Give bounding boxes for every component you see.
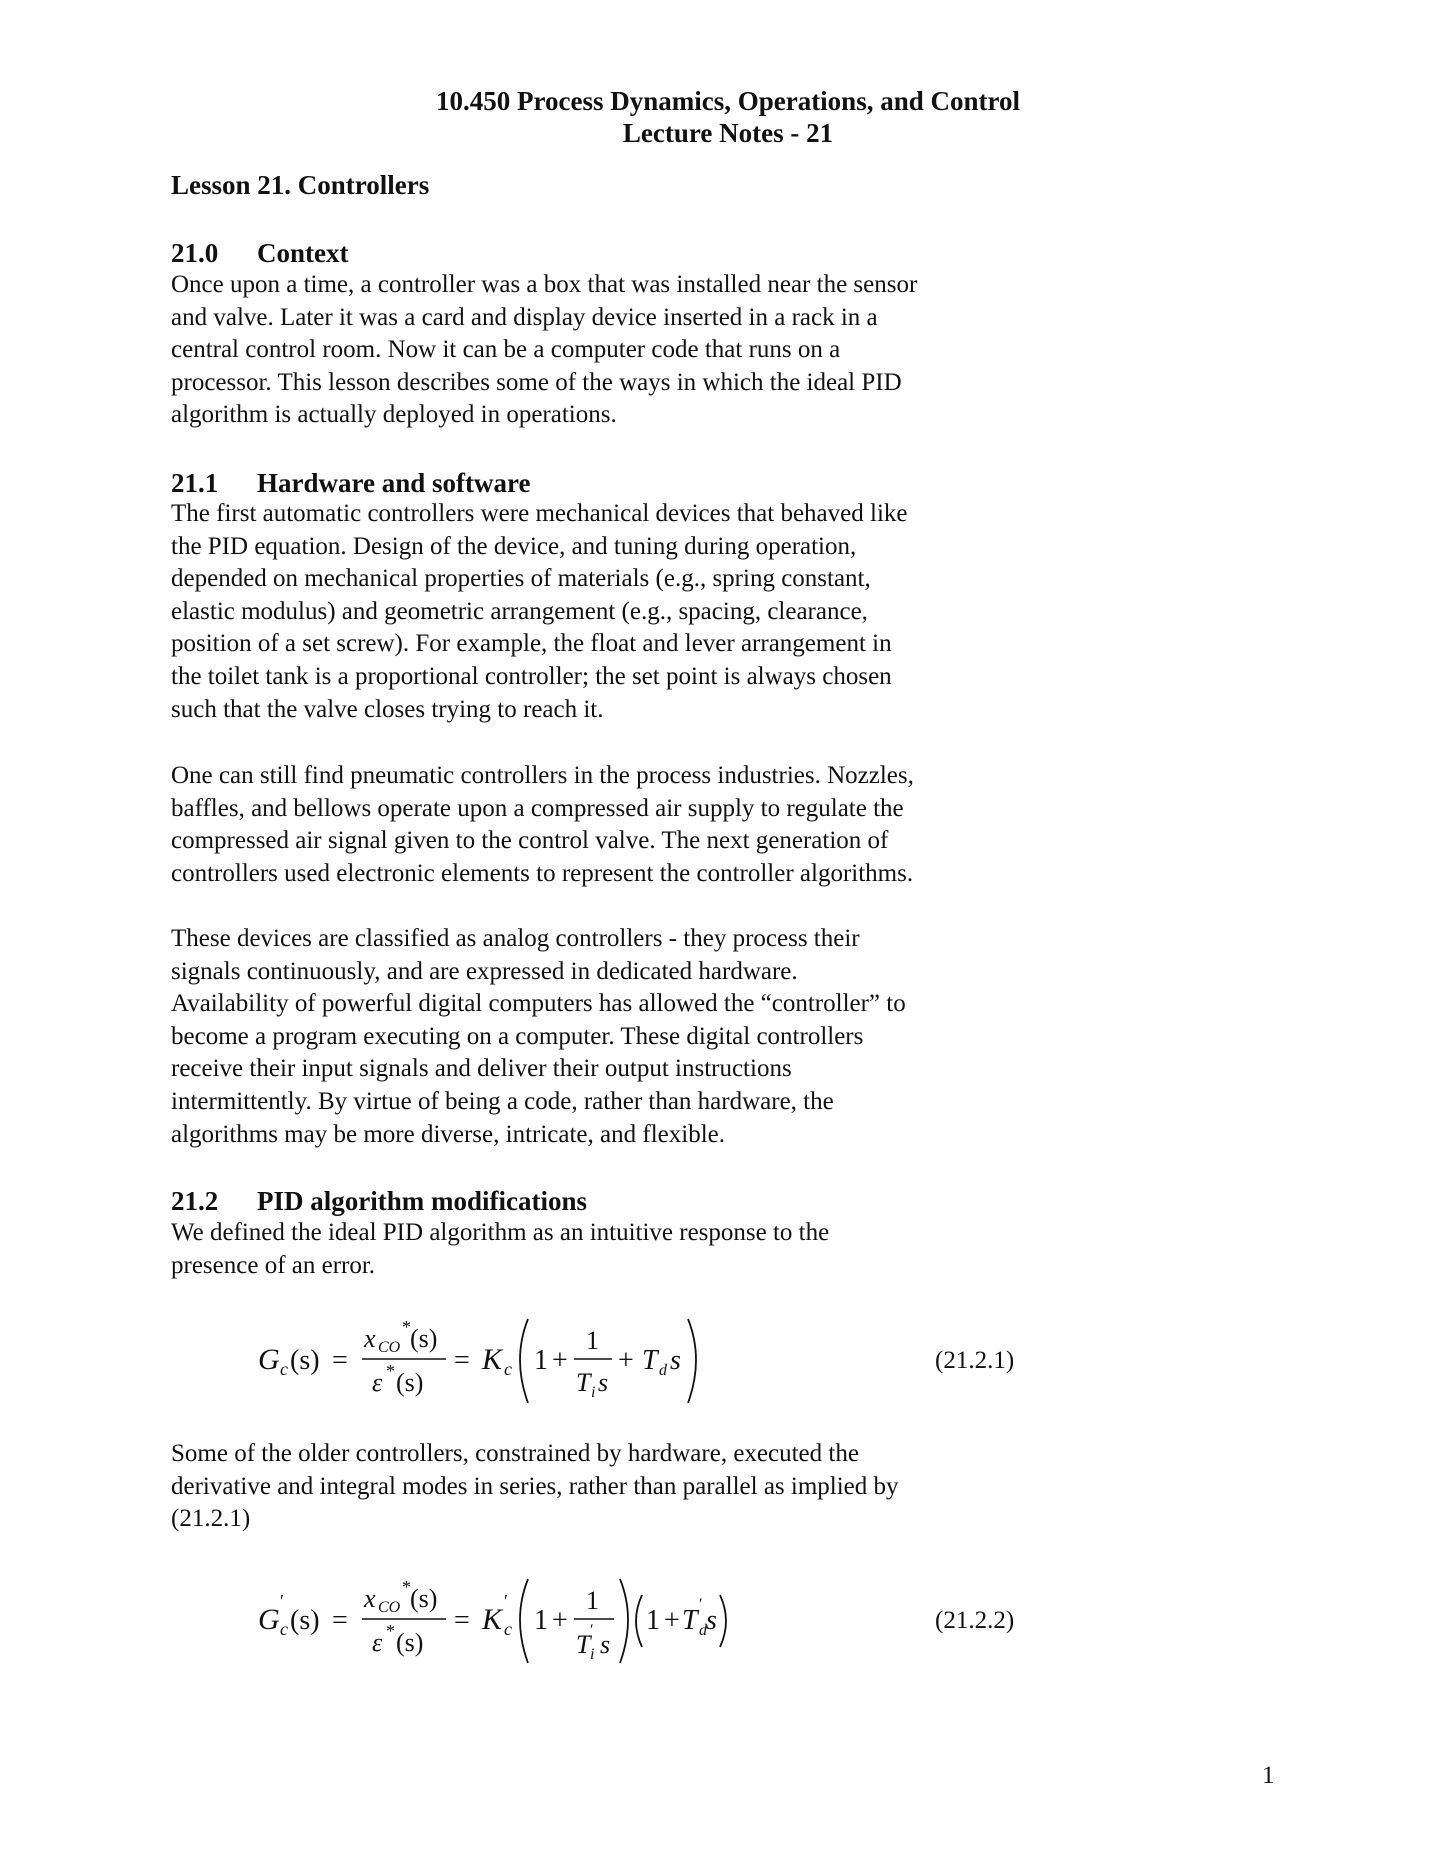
eq-plus: + bbox=[618, 1345, 634, 1376]
section-title: Hardware and software bbox=[257, 468, 531, 498]
section-title: PID algorithm modifications bbox=[257, 1186, 587, 1216]
paragraph-pneumatic-controllers: One can still find pneumatic controllers in the process industries. Nozzles, baffles, and bellows operate upon a compressed air supply to regulate the compressed air signal given to the control valve. The next generation of controllers used electronic elements to represent the controller algorithms. bbox=[171, 762, 914, 887]
eq-gain-subscript: c bbox=[504, 1359, 512, 1379]
eq-equals: = bbox=[454, 1345, 470, 1376]
eq-td: T bbox=[682, 1605, 698, 1636]
eq-gain: K bbox=[482, 1603, 503, 1636]
eq-numerator-superscript: * bbox=[402, 1577, 411, 1597]
eq-one: 1 bbox=[646, 1605, 660, 1636]
right-paren bbox=[620, 1579, 628, 1663]
lecture-notes-title: Lecture Notes - 21 bbox=[622, 118, 834, 148]
section-number: 21.2 bbox=[171, 1186, 219, 1216]
eq-s: s bbox=[706, 1605, 717, 1636]
eq-gain: K bbox=[482, 1343, 503, 1376]
left-paren bbox=[520, 1579, 528, 1663]
course-title: 10.450 Process Dynamics, Operations, and Control bbox=[435, 86, 1020, 116]
eq-one: 1 bbox=[534, 1605, 548, 1636]
equation-series-pid bbox=[250, 1565, 730, 1675]
eq-plus: + bbox=[664, 1605, 680, 1636]
section-number: 21.0 bbox=[171, 238, 219, 268]
section-title: Context bbox=[257, 238, 349, 268]
eq-subscript: c bbox=[280, 1359, 288, 1379]
section-heading-context bbox=[171, 238, 348, 269]
paragraph-context: Once upon a time, a controller was a box that was installed near the sensor and valve. Later it was a card and display device inserted in a rack in a central control room. Now it can be a computer code that runs on a processor. This lesson describes some of the ways in which the ideal PID algorithm is actually deployed in operations. bbox=[171, 271, 918, 429]
left-paren bbox=[520, 1319, 528, 1403]
eq-ti-subscript: i bbox=[591, 1384, 596, 1401]
paragraph-series-modes: Some of the older controllers, constrained by hardware, executed the derivative and integral modes in series, rather than parallel as implied by (21.2.1) bbox=[171, 1440, 899, 1533]
eq-arg: (s) bbox=[290, 1345, 320, 1376]
eq-equals: = bbox=[332, 1605, 348, 1636]
left-paren bbox=[636, 1595, 642, 1647]
eq-equals: = bbox=[332, 1345, 348, 1376]
eq-s: s bbox=[600, 1630, 611, 1659]
equation-ideal-pid bbox=[250, 1305, 710, 1415]
eq-equals: = bbox=[454, 1605, 470, 1636]
page-number: 1 bbox=[1262, 1762, 1275, 1789]
eq-subscript: c bbox=[280, 1619, 288, 1639]
eq-ti-subscript: i bbox=[590, 1646, 595, 1663]
eq-denominator-epsilon: ε bbox=[372, 1368, 383, 1397]
eq-arg: (s) bbox=[290, 1605, 320, 1636]
right-paren bbox=[720, 1595, 726, 1647]
eq-numerator-arg: (s) bbox=[410, 1584, 438, 1613]
eq-symbol: G bbox=[258, 1343, 280, 1376]
eq-numerator-arg: (s) bbox=[410, 1324, 438, 1353]
eq-plus: + bbox=[552, 1605, 568, 1636]
paragraph-mechanical-controllers: The first automatic controllers were mechanical devices that behaved like the PID equation. Design of the device, and tuning during operation, depended on mechanical properties of materials (e.g., spring constant, elastic modulus) and geometric arrangement (e.g., spacing, clearance, position of a set screw). For example, the float and lever arrangement in the toilet tank is a proportional controller; the set point is always chosen such that the valve closes trying to reach it. bbox=[171, 500, 908, 723]
eq-one: 1 bbox=[534, 1345, 548, 1376]
eq-prime: ′ bbox=[699, 1596, 703, 1613]
paragraph-ideal-pid: We defined the ideal PID algorithm as an intuitive response to the presence of an error. bbox=[171, 1219, 830, 1279]
eq-td-subscript: d bbox=[699, 1622, 707, 1639]
eq-ti: T bbox=[576, 1368, 591, 1397]
eq-denominator-arg: (s) bbox=[396, 1368, 424, 1397]
eq-s: s bbox=[598, 1368, 609, 1397]
equation-number: (21.2.2) bbox=[935, 1607, 1015, 1634]
eq-td: T bbox=[642, 1345, 658, 1376]
eq-numerator-subscript: CO bbox=[378, 1599, 401, 1616]
eq-denominator-superscript: * bbox=[386, 1621, 395, 1641]
equation-number: (21.2.1) bbox=[935, 1347, 1015, 1374]
eq-frac-numerator: 1 bbox=[586, 1326, 599, 1355]
lesson-title: Lesson 21. Controllers bbox=[171, 170, 430, 200]
section-heading-hardware-software bbox=[171, 468, 530, 499]
eq-plus: + bbox=[552, 1345, 568, 1376]
eq-gain-subscript: c bbox=[504, 1619, 512, 1639]
eq-denominator-superscript: * bbox=[386, 1361, 395, 1381]
eq-frac-numerator: 1 bbox=[586, 1586, 599, 1615]
eq-denominator-epsilon: ε bbox=[372, 1628, 383, 1657]
eq-symbol: G bbox=[258, 1603, 280, 1636]
eq-prime: ′ bbox=[590, 1622, 594, 1639]
eq-numerator-x: x bbox=[364, 1324, 376, 1353]
right-paren bbox=[688, 1319, 696, 1403]
eq-td-subscript: d bbox=[659, 1362, 667, 1379]
paragraph-analog-digital-controllers: These devices are classified as analog controllers - they process their signals continuously, and are expressed in dedicated hardware. Availability of powerful digital computers has allowed the “controller” to become a program executing on a computer. These digital controllers receive their input signals and deliver their output instructions intermittently. By virtue of being a code, rather than hardware, the algorithms may be more diverse, intricate, and flexible. bbox=[171, 925, 906, 1148]
eq-numerator-subscript: CO bbox=[378, 1339, 401, 1356]
eq-numerator-superscript: * bbox=[402, 1317, 411, 1337]
eq-s: s bbox=[670, 1345, 681, 1376]
section-heading-pid-modifications bbox=[171, 1186, 587, 1217]
eq-prime: ′ bbox=[280, 1591, 284, 1611]
eq-numerator-x: x bbox=[364, 1584, 376, 1613]
section-number: 21.1 bbox=[171, 468, 219, 498]
eq-denominator-arg: (s) bbox=[396, 1628, 424, 1657]
eq-prime: ′ bbox=[504, 1591, 508, 1611]
eq-ti: T bbox=[576, 1630, 591, 1659]
